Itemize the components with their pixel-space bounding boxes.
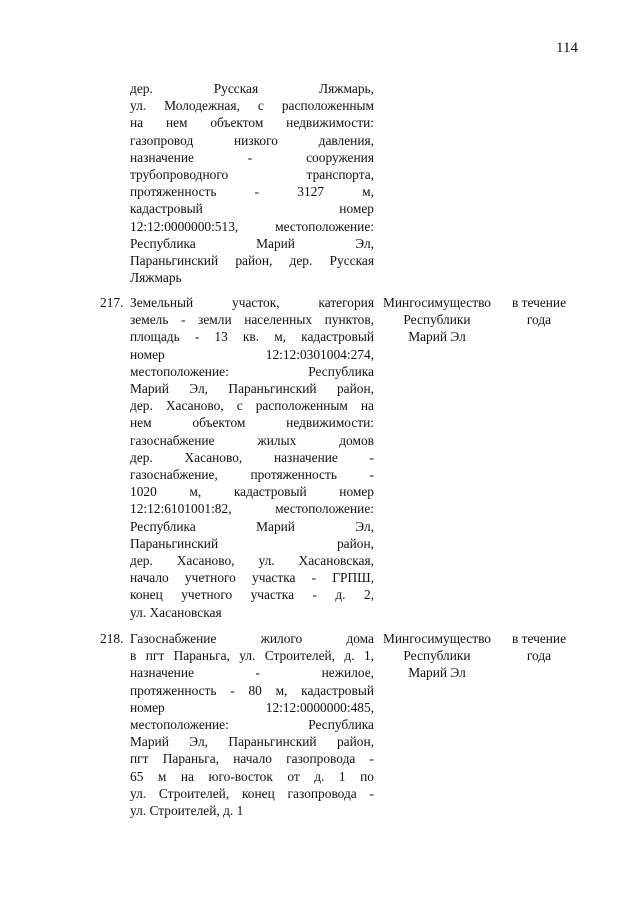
description-line: Марий Эл, Параньгинский район, xyxy=(130,381,374,397)
description-line: 1020 м, кадастровый номер xyxy=(130,484,374,500)
description-line: газоснабжение жилых домов xyxy=(130,432,374,448)
description-line: протяженность - 80 м, кадастровый xyxy=(130,682,374,698)
description-line: местоположение: Республика xyxy=(130,717,374,733)
description-line: в пгт Параньга, ул. Строителей, д. 1, xyxy=(130,648,374,664)
description-line: протяженность - 3127 м, xyxy=(130,184,374,200)
description-line: Марий Эл, Параньгинский район, xyxy=(130,734,374,750)
entry-number: 217. xyxy=(100,295,124,310)
entry-responsible xyxy=(374,294,500,346)
description-line: ул. Строителей, д. 1 xyxy=(130,803,244,819)
responsible-line: Мингосимущество xyxy=(382,631,491,646)
description-line: ул. Строителей, конец газопровода - xyxy=(130,785,374,801)
entry-term xyxy=(500,630,578,664)
description-line: дер. Хасаново, ул. Хасановская, xyxy=(130,553,374,569)
responsible-line: Мингосимущество xyxy=(382,295,491,310)
term-line: в течение xyxy=(511,631,567,646)
responsible-line: Марий Эл xyxy=(408,665,466,681)
description-line: Параньгинский район, xyxy=(130,535,374,551)
description-line: дер. Хасаново, с расположенным на xyxy=(130,398,374,414)
description-line: нем объектом недвижимости: xyxy=(130,415,374,431)
description-line: ул. Молодежная, с расположенным xyxy=(130,98,374,114)
responsible-line: Республики xyxy=(403,648,471,664)
description-line: местоположение: Республика xyxy=(130,363,374,379)
entry-number: 218. xyxy=(100,631,124,646)
description-line: 65 м на юго-восток от д. 1 по xyxy=(130,768,374,784)
description-line: Газоснабжение жилого дома xyxy=(130,631,374,646)
term-line: года xyxy=(526,312,552,328)
description-line: ул. Хасановская xyxy=(130,604,222,620)
description-line: конец учетного участка - д. 2, xyxy=(130,587,374,603)
description-line: Земельный участок, категория xyxy=(130,295,374,310)
description-line: назначение - нежилое, xyxy=(130,665,374,681)
description-line: трубопроводного транспорта, xyxy=(130,167,374,183)
description-line: 12:12:0000000:513, местоположение: xyxy=(130,218,374,234)
continuation-description xyxy=(130,80,374,286)
description-line: газопровод низкого давления, xyxy=(130,132,374,148)
entry-responsible xyxy=(374,630,500,682)
entry-description xyxy=(130,630,374,819)
description-line: дер. Русская Ляжмарь, xyxy=(130,81,374,96)
description-line: Параньгинский район, дер. Русская xyxy=(130,253,374,269)
description-line: на нем объектом недвижимости: xyxy=(130,115,374,131)
description-line: Ляжмарь xyxy=(130,270,182,286)
description-line: площадь - 13 кв. м, кадастровый xyxy=(130,329,374,345)
description-line: Республика Марий Эл, xyxy=(130,518,374,534)
responsible-line: Марий Эл xyxy=(408,329,466,345)
description-line: назначение - сооружения xyxy=(130,149,374,165)
description-line: номер 12:12:0301004:274, xyxy=(130,346,374,362)
description-line: кадастровый номер xyxy=(130,201,374,217)
description-line: номер 12:12:0000000:485, xyxy=(130,699,374,715)
description-line: начало учетного участка - ГРПШ, xyxy=(130,570,374,586)
term-line: в течение xyxy=(511,295,567,310)
entry-term xyxy=(500,294,578,328)
description-line: земель - земли населенных пунктов, xyxy=(130,312,374,328)
description-line: 12:12:6101001:82, местоположение: xyxy=(130,501,374,517)
entry-description xyxy=(130,294,374,621)
term-line: года xyxy=(526,648,552,664)
description-line: Республика Марий Эл, xyxy=(130,235,374,251)
responsible-line: Республики xyxy=(403,312,471,328)
description-line: дер. Хасаново, назначение - xyxy=(130,449,374,465)
page-number: 114 xyxy=(556,40,578,56)
description-line: газоснабжение, протяженность - xyxy=(130,467,374,483)
description-line: пгт Параньга, начало газопровода - xyxy=(130,751,374,767)
